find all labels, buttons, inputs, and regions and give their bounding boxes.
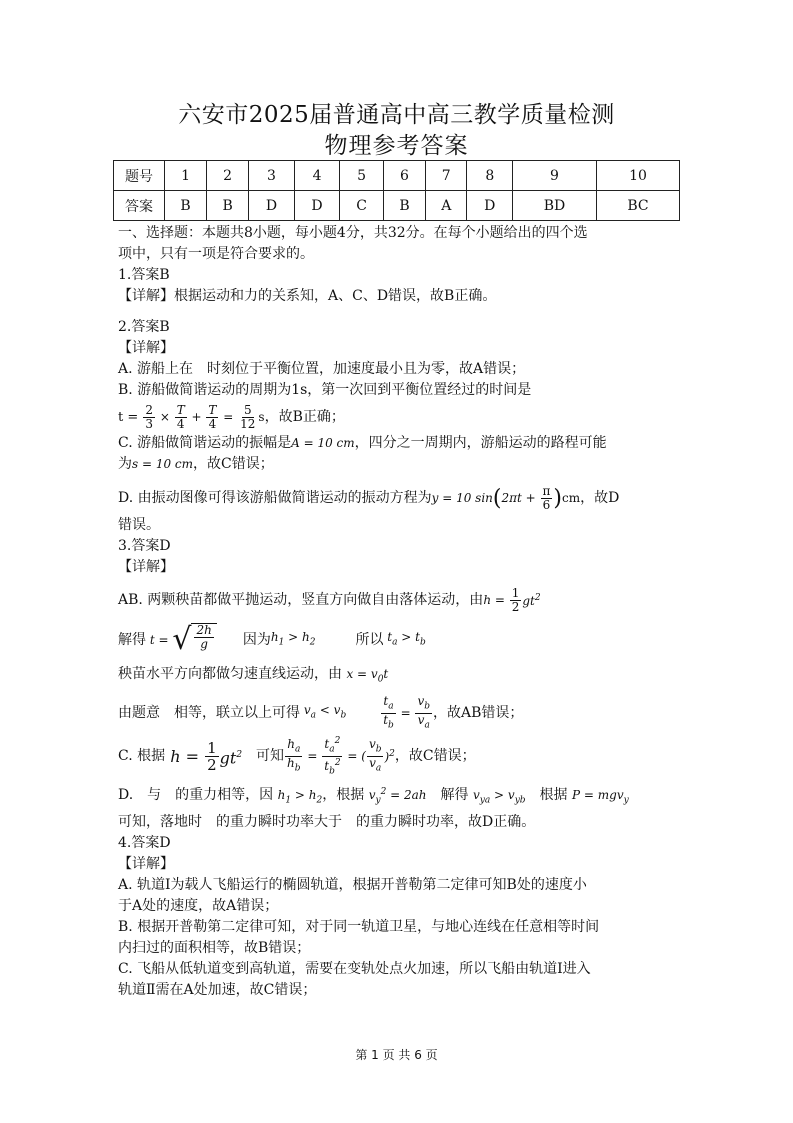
fraction: $\frac{\pi}{6}$ <box>542 483 551 512</box>
section-intro-line: 项中，只有一项是符合要求的。 <box>118 246 314 262</box>
table-number-cell: 1 <box>165 161 207 191</box>
math-distance: s = 10 cm <box>132 457 194 471</box>
text: 根据 <box>525 787 568 804</box>
formula-text: t = <box>118 409 143 425</box>
table-number-cell: 8 <box>467 161 513 191</box>
q3-option-ab: AB. 两颗秧苗都做平抛运动，竖直方向做自由落体运动，由 h = $\frac{1}{2}$ $gt^2$ <box>118 585 541 614</box>
fraction: $\frac{t_a}{t_b}$ <box>383 693 394 731</box>
table-answer-cell: D <box>467 191 513 221</box>
q4-option-b-line2: 内扫过的面积相等，故B错误； <box>118 939 311 956</box>
fraction: $\frac{5}{12}$ <box>240 402 256 431</box>
q2-option-c-line1 <box>118 433 681 454</box>
text: ，故D <box>580 489 620 506</box>
text: 解得 <box>118 631 146 648</box>
table-answer-cell: D <box>249 191 295 221</box>
document-title: 六安市2025届普通高中高三教学质量检测 <box>178 102 615 128</box>
math-amplitude: A = 10 cm <box>291 436 355 450</box>
q3-answer: 3.答案D <box>118 538 171 554</box>
text: ，故AB错误； <box>433 704 524 721</box>
q3-detail-label: 【详解】 <box>118 559 174 575</box>
q2-detail-label: 【详解】 <box>118 340 174 356</box>
table-answer-label: 答案 <box>114 191 165 221</box>
q4-option-c-line1: C. 飞船从低轨道变到高轨道，需要在变轨处点火加速，所以飞船由轨道Ⅰ进入 <box>118 960 591 977</box>
answer-table <box>113 160 680 221</box>
table-answer-cell: D <box>294 191 340 221</box>
answer-table-header-row <box>114 161 680 191</box>
q2-option-b: B. 游船做简谐运动的周期为1s，第一次回到平衡位置经过的时间是 <box>118 382 532 398</box>
q2-answer: 2.答案B <box>118 319 170 335</box>
text: ，故C错误； <box>193 456 274 472</box>
table-number-cell: 5 <box>340 161 384 191</box>
table-number-cell: 9 <box>513 161 597 191</box>
fraction: $\frac{1}{2}$ <box>207 738 217 774</box>
q2-option-d: D. 由振动图像可得该游船做简谐运动的振动方程为 y = 10 sin ( 2πt + $\frac{\pi}{6}$ ) cm ，故D <box>118 483 620 512</box>
sqrt-formula: √ $\frac{2h}{g}$ <box>172 623 217 657</box>
table-answer-cell: B <box>207 191 249 221</box>
formula-wave: y = 10 sin <box>431 490 493 505</box>
table-number-cell: 10 <box>596 161 679 191</box>
table-number-cell: 3 <box>249 161 295 191</box>
table-header-label: 题号 <box>114 161 165 191</box>
text: C. 根据 <box>118 747 166 764</box>
q2-formula-time: t = $\frac{2}{3}$ × $\frac{T}{4}$ + $\frac{T}{4}$ = $\frac{5}{12}$ s ，故B正确； <box>118 402 345 431</box>
q3-horizontal-line: 秧苗水平方向都做匀速直线运动，由 $x = v_0t$ <box>118 666 389 685</box>
text: ，根据 <box>322 787 365 804</box>
text: C. 游船做简谐运动的振幅是 <box>118 435 292 451</box>
q2-option-c-line2 <box>118 454 681 475</box>
section-intro-line: 一、选择题：本题共8小题，每小题4分，共32分。在每个小题给出的四个选 <box>118 225 588 241</box>
q3-topic-line: 由题意 相等，联立以上可得 $v_a < v_b$ $\frac{t_a}{t_b}$ = $\frac{v_b}{v_a}$ ，故AB错误； <box>118 693 524 731</box>
q1-detail: 【详解】根据运动和力的关系知，A、C、D错误，故B正确。 <box>118 288 497 304</box>
text: ，四分之一周期内，游船运动的路程可能 <box>354 435 607 451</box>
text: 秧苗水平方向都做匀速直线运动，由 <box>118 666 342 682</box>
text: 可知 <box>256 747 285 764</box>
table-answer-cell: C <box>340 191 384 221</box>
table-answer-cell: A <box>426 191 467 221</box>
table-answer-cell: BC <box>596 191 679 221</box>
q2-option-a: A. 游船上在 时刻位于平衡位置，加速度最小且为零，故A错误； <box>118 361 526 377</box>
page-footer: 第 1 页 共 6 页 <box>355 1048 438 1062</box>
q4-answer: 4.答案D <box>118 834 171 851</box>
fraction: $\frac{v_b}{v_a}$ <box>417 693 431 731</box>
table-number-cell: 6 <box>383 161 425 191</box>
text: 所以 <box>355 631 384 648</box>
text: AB. 两颗秧苗都做平抛运动，竖直方向做自由落体运动，由 <box>118 591 484 608</box>
text: D. 由振动图像可得该游船做简谐运动的振动方程为 <box>118 489 432 506</box>
q4-option-a-line1: A. 轨道Ⅰ为载人飞船运行的椭圆轨道，根据开普勒第二定律可知B处的速度小 <box>118 876 587 893</box>
q3-solve-line: 解得 t = √ $\frac{2h}{g}$ 因为 $h_1 > h_2$ 所以 $t_a > t_b$ <box>118 622 426 657</box>
fraction: $\frac{v_b}{v_a}$ <box>368 736 382 774</box>
fraction: $\frac{T}{4}$ <box>176 402 185 431</box>
table-number-cell: 7 <box>426 161 467 191</box>
document-subtitle: 物理参考答案 <box>324 133 469 159</box>
answer-table-answer-row <box>114 191 680 221</box>
table-number-cell: 4 <box>294 161 340 191</box>
text: 由题意 相等，联立以上可得 <box>118 704 300 721</box>
fraction: $\frac{1}{2}$ <box>511 585 520 614</box>
table-answer-cell: B <box>165 191 207 221</box>
text: 为 <box>118 456 132 472</box>
q1-answer: 1.答案B <box>118 267 170 283</box>
fraction: $\frac{h_a}{h_b}$ <box>287 736 301 774</box>
q3-option-d-line2: 可知，落地时 的重力瞬时功率大于 的重力瞬时功率，故D正确。 <box>118 813 536 830</box>
q4-detail-label: 【详解】 <box>118 855 174 872</box>
q4-option-b-line1: B. 根据开普勒第二定律可知，对于同一轨道卫星，与地心连线在任意相等时间 <box>118 918 600 935</box>
q2-option-b-tail: ，故B正确； <box>264 408 345 425</box>
answer-body <box>118 223 681 1001</box>
table-number-cell: 2 <box>207 161 249 191</box>
q4-option-a-line2: 于A处的速度，故A错误； <box>118 897 279 914</box>
text: 解得 <box>426 787 469 804</box>
text: ，故C错误； <box>394 747 476 764</box>
fraction: $\frac{T}{4}$ <box>208 402 217 431</box>
fraction: $\frac{t_a^2}{t_b^2}$ <box>324 735 341 777</box>
text: D. 与 的重力相等，因 <box>118 787 274 804</box>
q3-option-d: D. 与 的重力相等，因 $h_1 > h_2$，根据 $v_y^2 = 2ah$ 解得 $v_{ya} > v_{yb}$ 根据 P = mgv$_y$ <box>118 787 629 806</box>
table-answer-cell: BD <box>513 191 597 221</box>
q4-option-c-line2: 轨道Ⅱ需在A处加速，故C错误； <box>118 981 317 998</box>
fraction: $\frac{2}{3}$ <box>145 402 154 431</box>
q2-option-d-end: 错误。 <box>118 517 160 533</box>
text: 因为 <box>242 631 271 648</box>
q3-option-c: C. 根据 h = $\frac{1}{2}$ $gt^2$ 可知 $\frac{h_a}{h_b}$ = $\frac{t_a^2}{t_b^2}$ = ( $\frac{v_b}{v_a}$ )$^2$ ，故C错误； <box>118 735 476 777</box>
table-answer-cell: B <box>383 191 425 221</box>
